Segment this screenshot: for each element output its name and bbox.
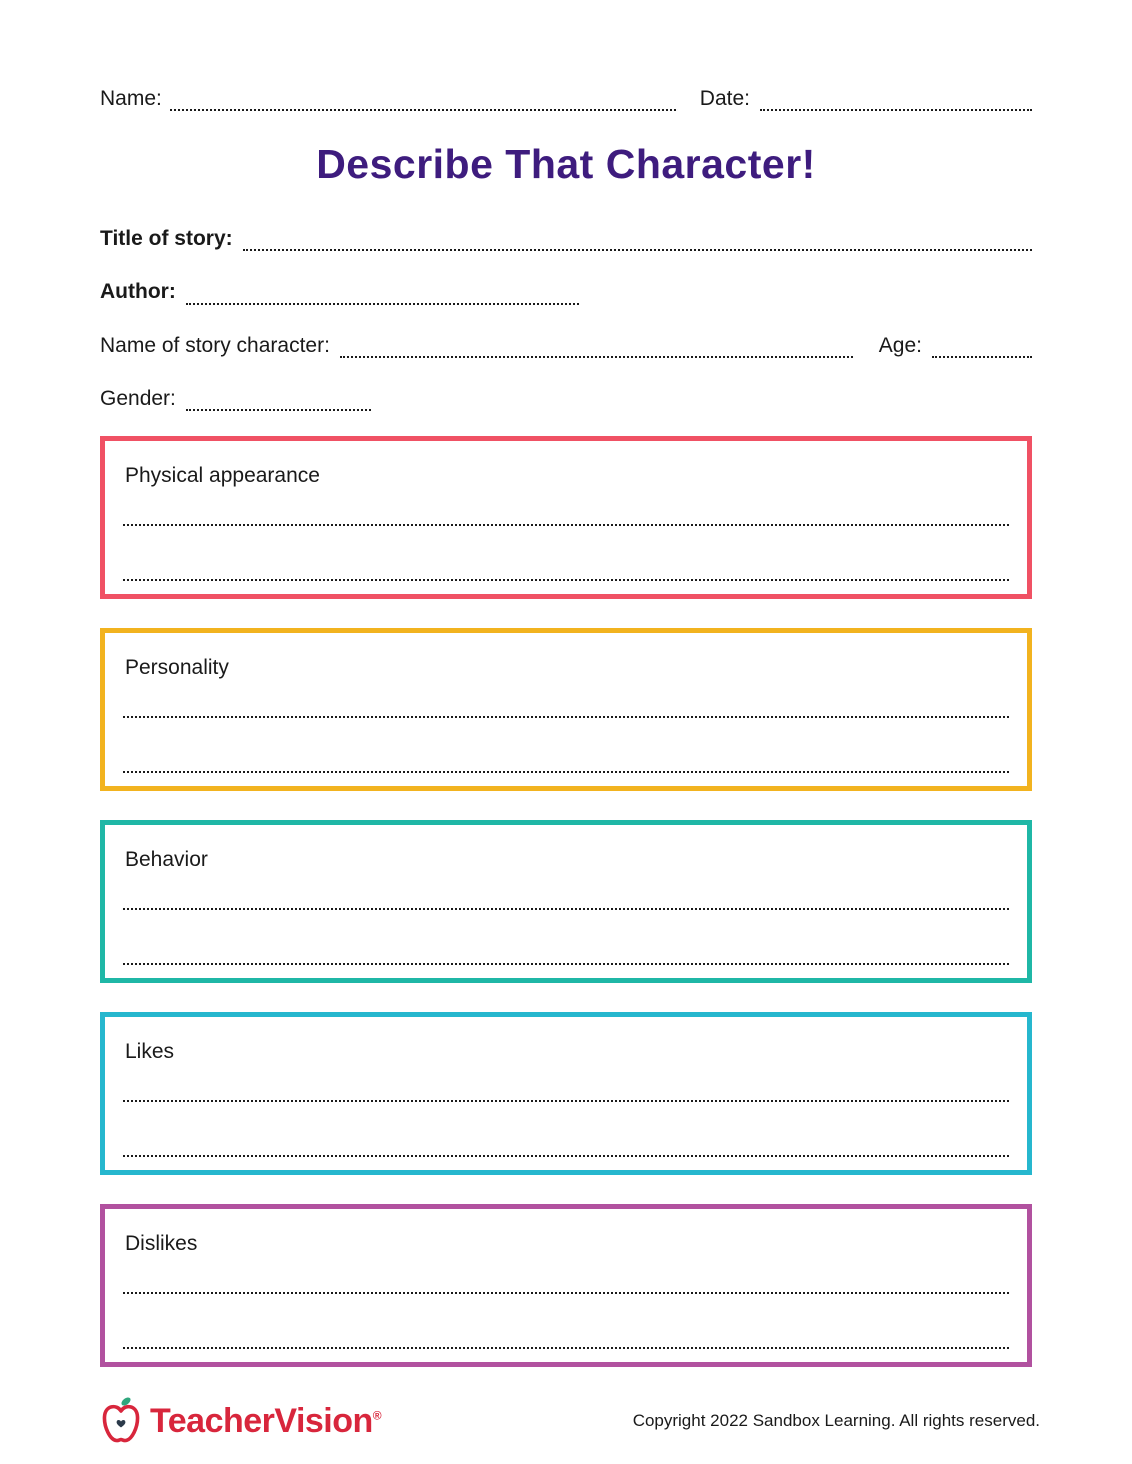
author-write-line [186,283,579,305]
write-line [123,716,1009,718]
section-behavior [100,820,1032,983]
name-date-row [100,86,1032,111]
character-name-row [100,333,1032,358]
write-line [123,1155,1009,1157]
page-title: Describe That Character! [316,141,816,188]
age-label: Age: [878,333,922,357]
section-likes [100,1012,1032,1175]
footer [100,1396,1040,1446]
gender-write-line [186,389,371,411]
write-line [123,579,1009,581]
author-row [100,279,1032,304]
title-of-story-write-line [243,229,1032,251]
apple-logo-icon [100,1396,142,1446]
section-dislikes [100,1204,1032,1367]
age-write-line [932,336,1032,358]
name-label: Name: [100,87,162,110]
section-label: Behavior [125,847,208,871]
section-personality [100,628,1032,791]
title-of-story-label: Title of story: [100,227,233,251]
date-write-line [760,89,1032,111]
write-line [123,1292,1009,1294]
section-label: Dislikes [125,1231,198,1255]
section-physical-appearance [100,436,1032,599]
author-label: Author: [100,280,176,304]
title-of-story-row [100,226,1032,251]
teachervision-logo [100,1396,381,1446]
write-line [123,1100,1009,1102]
character-name-write-line [340,336,853,358]
section-label: Physical appearance [125,463,320,487]
story-fields [100,226,1032,411]
write-line [123,771,1009,773]
copyright-text: Copyright 2022 Sandbox Learning. All rights reserved. [632,1411,1040,1430]
write-line [123,1347,1009,1349]
section-label: Personality [125,655,229,679]
registered-trademark: ® [372,1408,382,1423]
character-name-label: Name of story character: [100,333,330,357]
gender-label: Gender: [100,386,176,410]
write-line [123,908,1009,910]
section-label: Likes [125,1039,175,1063]
brand-name: TeacherVision® [150,1401,382,1440]
write-line [123,524,1009,526]
name-write-line [170,89,676,111]
date-label: Date: [699,87,750,110]
write-line [123,963,1009,965]
gender-row [100,386,1032,411]
